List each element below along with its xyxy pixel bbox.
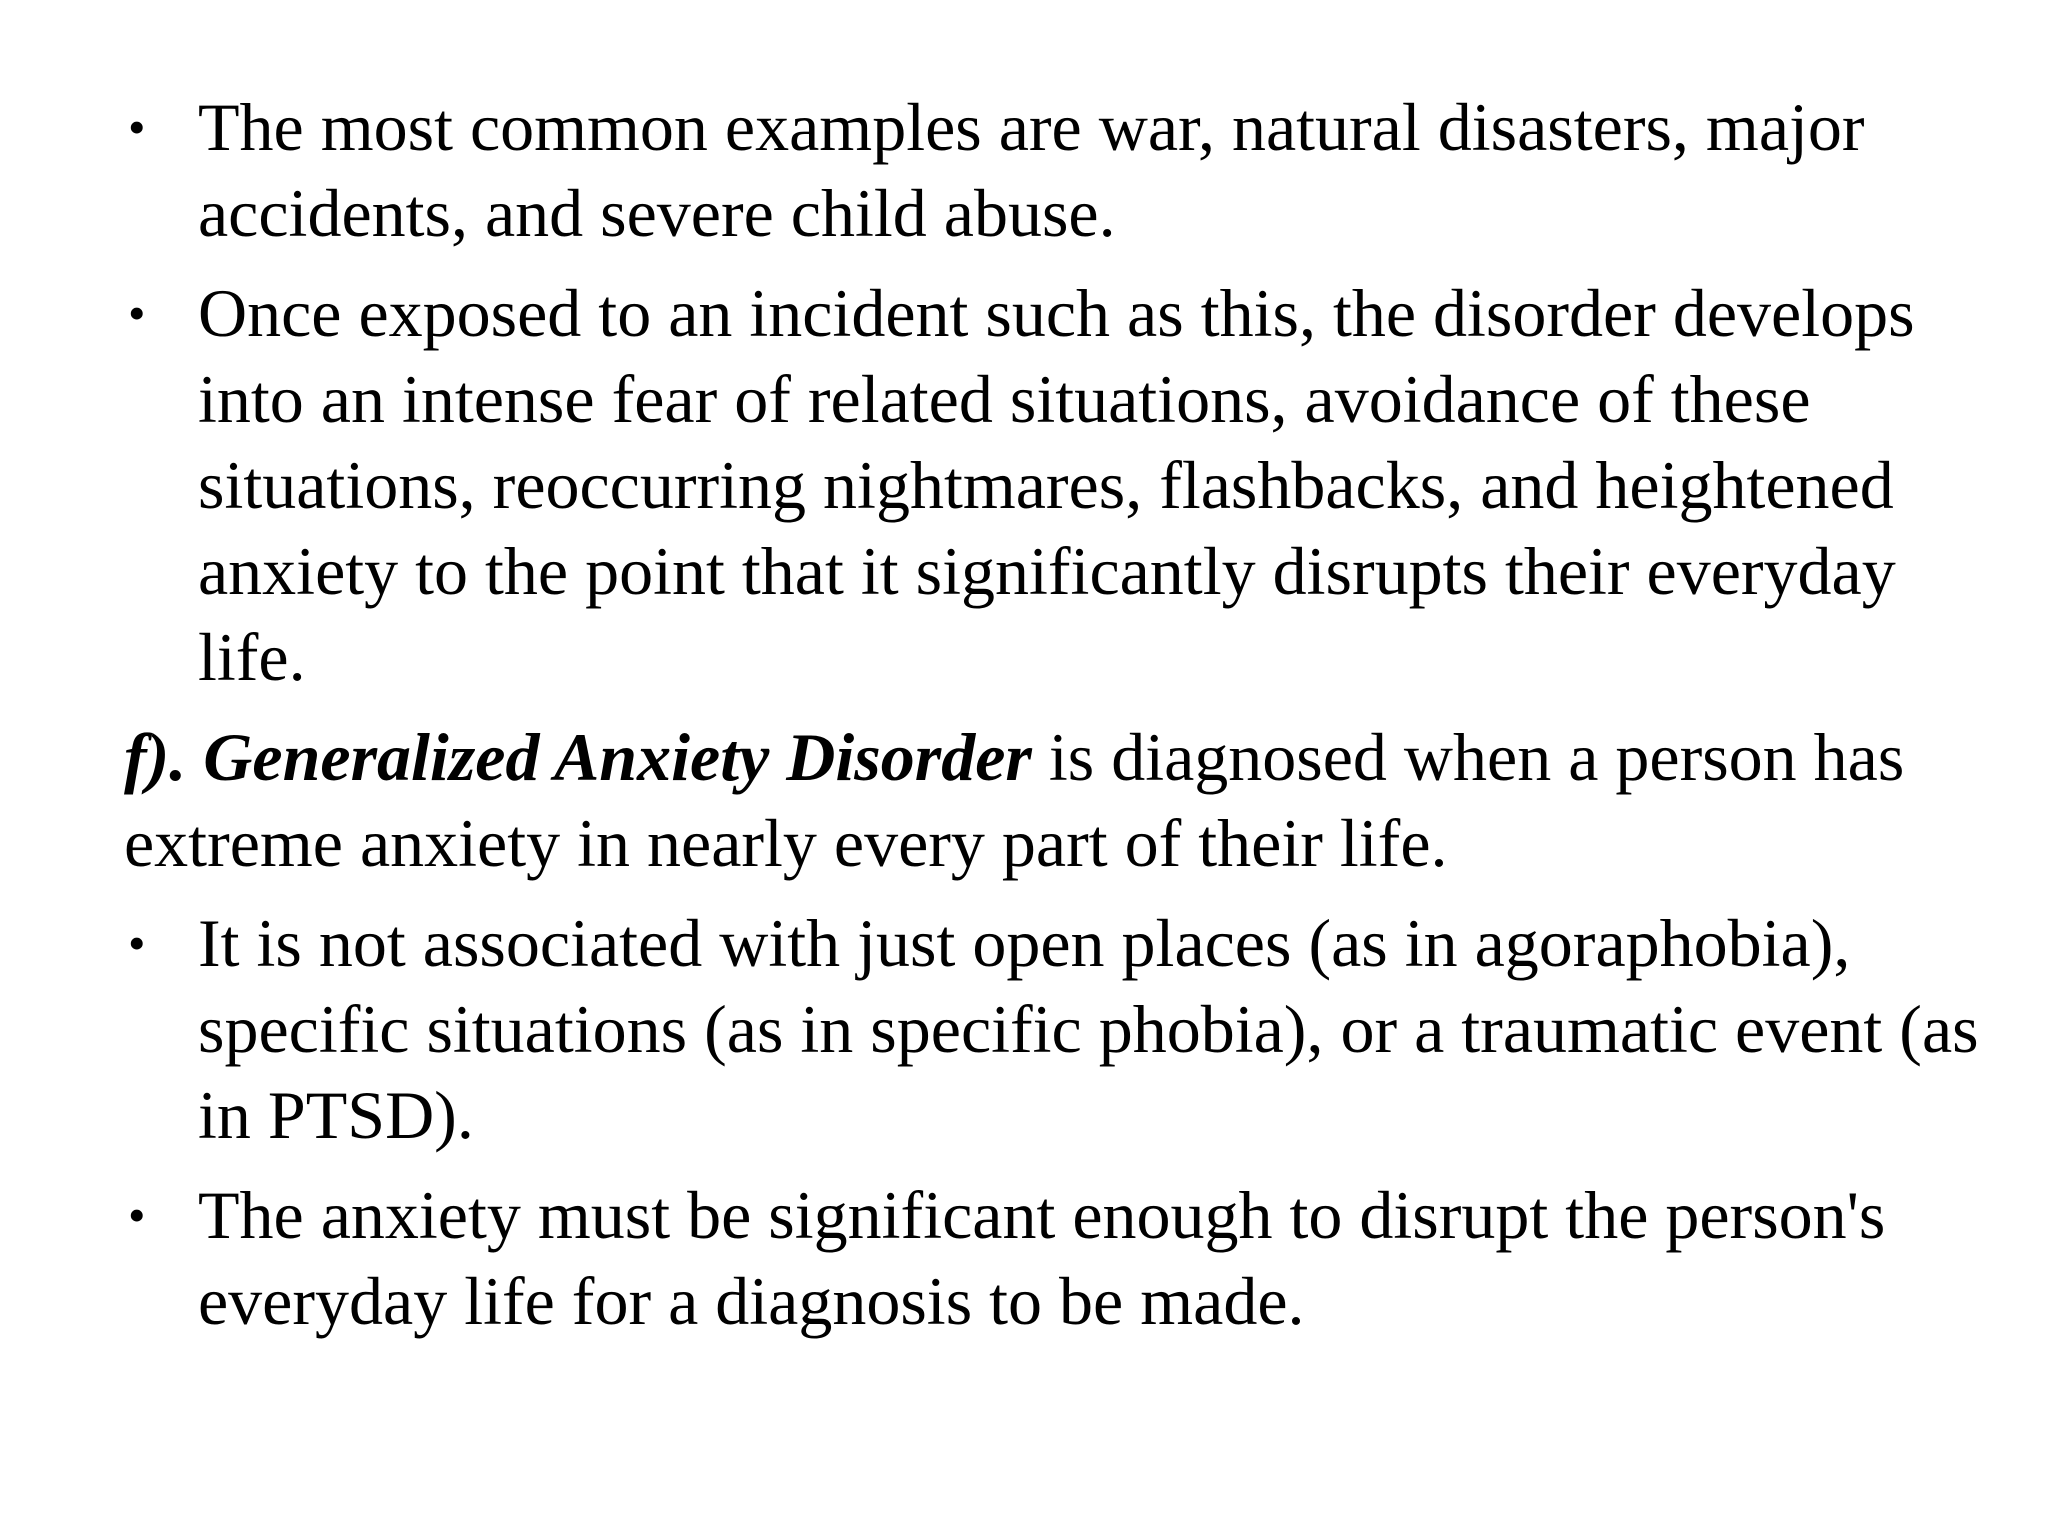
bullet-text: Once exposed to an incident such as this, the disorder develops into an intense fear of related situations, avoidance of these situations, reoccurring nightmares, flashbacks, and heightened anxiety to the point that it significantly disrupts their everyday life. [198, 275, 1915, 695]
bullet-dot: • [128, 285, 146, 341]
bullet-text: The anxiety must be significant enough to disrupt the person's everyday life for a diagnosis to be made. [198, 1177, 1886, 1339]
bullet-dot: • [128, 99, 146, 155]
slide-body [124, 84, 2004, 1358]
bullet-item [124, 1172, 2004, 1344]
section-f-term: f). Generalized Anxiety Disorder [124, 719, 1032, 795]
section-f-paragraph [124, 714, 2004, 886]
bullet-dot: • [128, 915, 146, 971]
section-f-definition: is diagnosed when a person has extreme anxiety in nearly every part of their life. [124, 719, 1905, 881]
bullet-text: The most common examples are war, natural disasters, major accidents, and severe child abuse. [198, 89, 1865, 251]
bullet-item [124, 270, 2004, 700]
bullet-dot: • [128, 1187, 146, 1243]
bullet-item [124, 84, 2004, 256]
bullet-item [124, 900, 2004, 1158]
bullet-text: It is not associated with just open places (as in agoraphobia), specific situations (as in specific phobia), or a traumatic event (as in PTSD). [198, 905, 1979, 1153]
